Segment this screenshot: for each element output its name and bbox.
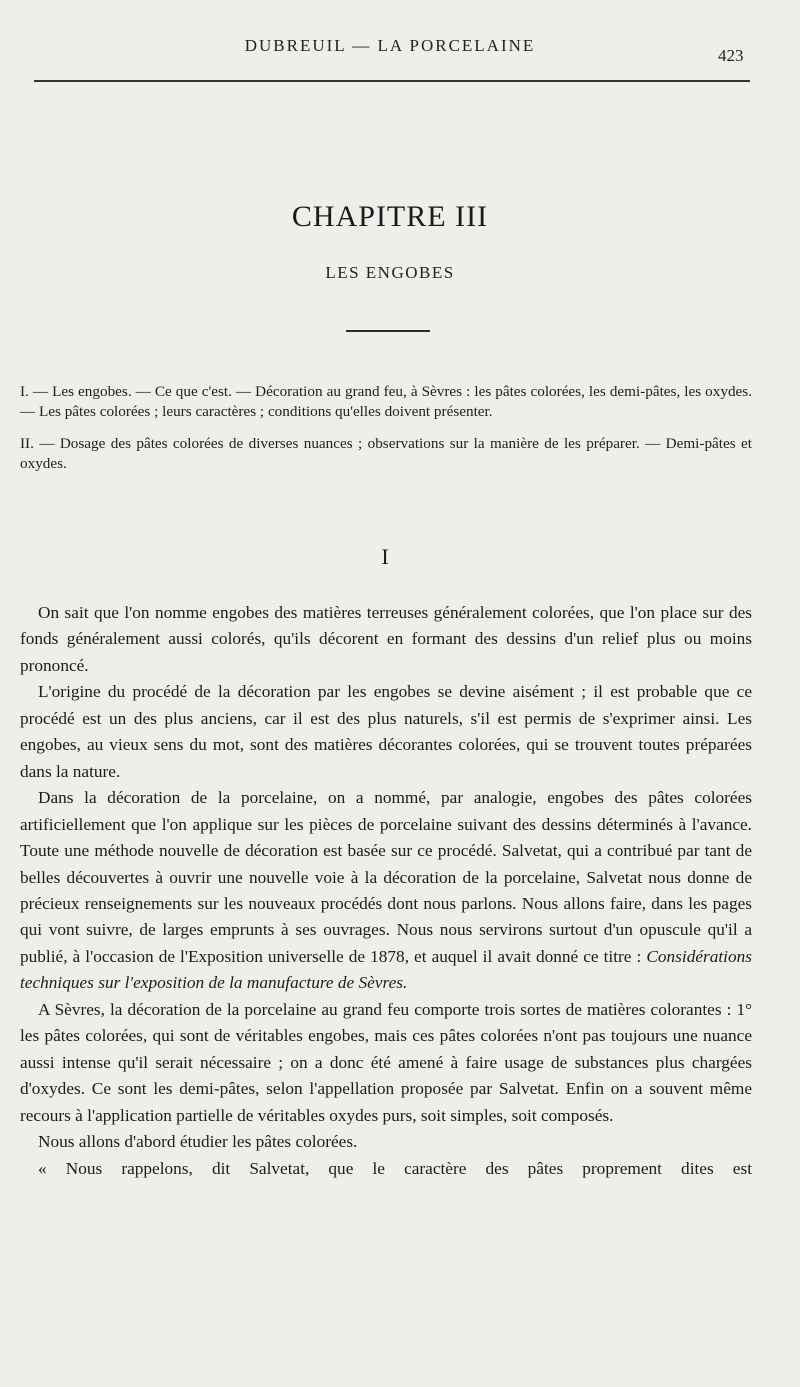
summary-item-1: I. — Les engobes. — Ce que c'est. — Décoration au grand feu, à Sèvres : les pâtes colorées, les demi-pâtes, les oxydes. — Les pâtes colorées ; leurs caractères ; conditions qu'elles doivent présenter.: [20, 383, 752, 420]
paragraph-1: On sait que l'on nomme engobes des matières terreuses généralement colorées, que l'on place sur des fonds généralement aussi colorés, qu'ils décorent en formant des dessins d'un relief plus ou moins prononcé.: [20, 603, 752, 675]
paragraph-3: [20, 785, 752, 997]
chapter-title: CHAPITRE III: [291, 200, 489, 233]
section-number: I: [381, 544, 389, 569]
paragraph-4: A Sèvres, la décoration de la porcelaine au grand feu comporte trois sortes de matières colorantes : 1° les pâtes colorées, qui sont de véritables engobes, mais ces pâtes colorées n'ont pas toujours une nuance aussi intense qu'il serait nécessaire ; on a donc été amené à faire usage de substances plus chargées d'oxydes. Ce sont les demi-pâtes, selon l'appellation proposée par Salvetat. Enfin on a souvent même recours à l'application partielle de véritables oxydes purs, soit simples, soit composés.: [20, 999, 752, 1125]
header-rule: [34, 80, 750, 82]
paragraph-2: L'origine du procédé de la décoration par les engobes se devine aisément ; il est probable que ce procédé est un des plus anciens, car il est des plus naturels, s'il est permis de s'exprimer ainsi. Les engobes, au vieux sens du mot, sont des matières décorantes colorées, qui se trouvent toutes préparées dans la nature.: [20, 682, 752, 781]
chapter-divider-rule: [346, 330, 430, 332]
page-number: 423: [718, 46, 744, 65]
chapter-summary: [20, 382, 752, 486]
running-header-title: DUBREUIL — LA PORCELAINE: [244, 36, 536, 55]
body-text: [20, 600, 752, 1182]
summary-item-2: II. — Dosage des pâtes colorées de diverses nuances ; observations sur la manière de les préparer. — Demi-pâtes et oxydes.: [20, 435, 752, 472]
cited-work-title: Considérations techniques sur l'exposition de la manufacture de Sèvres.: [20, 946, 752, 993]
paragraph-3-text: Dans la décoration de la porcelaine, on a nommé, par analogie, engobes des pâtes colorées artificiellement que l'on applique sur les pièces de porcelaine suivant des dessins déterminés à l'avance. Toute une méthode nouvelle de décoration est basée sur ce procédé. Salvetat, qui a contribué par tant de belles découvertes à ouvrir une nouvelle voie à la décoration de la porcelaine, Salvetat nous donne de précieux renseignements sur les nouveaux procédés dont nous parlons. Nous allons faire, dans les pages qui vont suivre, de larges emprunts à ses ouvrages. Nous nous servirons surtout d'un opuscule qu'il a publié, à l'occasion de l'Exposition universelle de 1878, et auquel il avait donné ce titre :: [20, 788, 752, 966]
chapter-subtitle: LES ENGOBES: [325, 263, 455, 282]
paragraph-5: Nous allons d'abord étudier les pâtes colorées.: [38, 1132, 358, 1152]
paragraph-6: « Nous rappelons, dit Salvetat, que le caractère des pâtes proprement dites est: [38, 1158, 752, 1178]
